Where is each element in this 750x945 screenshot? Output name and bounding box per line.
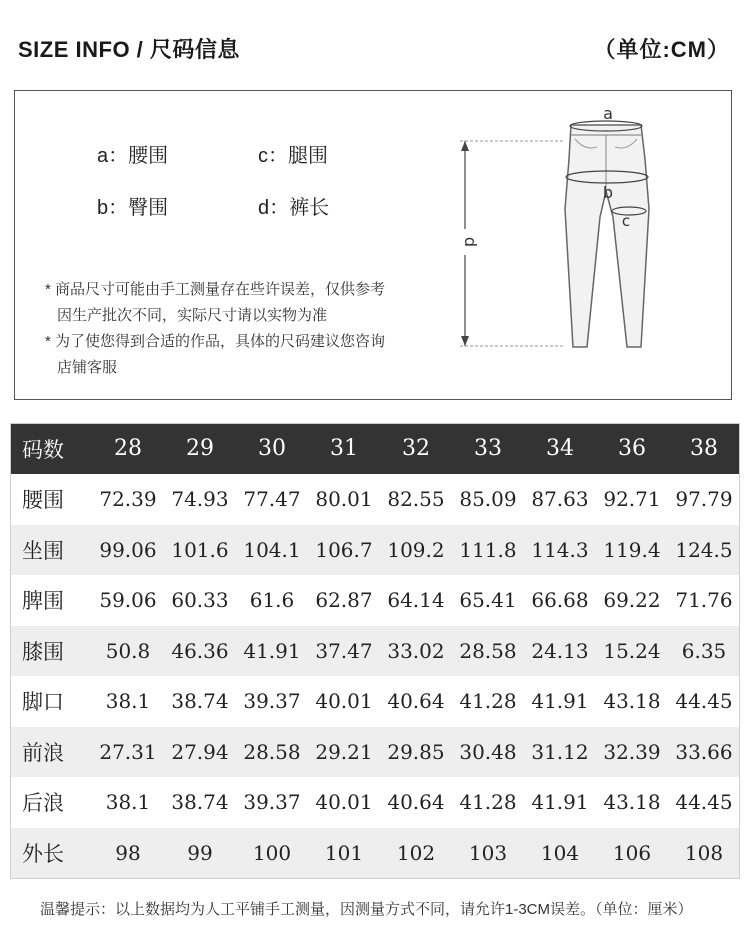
size-header: 29 (164, 423, 236, 474)
table-cell: 33.66 (675, 739, 733, 764)
footer-note: 温馨提示：以上数据均为人工平铺手工测量，因测量方式不同，请允许1-3CM误差。（单位：厘米） (40, 901, 693, 918)
table-cell: 41.91 (531, 790, 589, 815)
row-label: 腰围 (22, 488, 64, 513)
table-cell: 99.06 (99, 537, 157, 562)
table-cell: 38.1 (105, 689, 151, 714)
table-cell: 40.01 (315, 689, 373, 714)
legend-code: a (97, 145, 109, 167)
legend-code: c (258, 145, 268, 167)
table-cell: 77.47 (243, 487, 301, 512)
table-cell: 69.22 (603, 588, 661, 613)
table-cell: 28.58 (459, 638, 517, 663)
table-cell: 85.09 (459, 487, 517, 512)
table-header-row (10, 423, 740, 474)
legend-code: d (258, 197, 270, 219)
table-cell: 82.55 (387, 487, 445, 512)
table-cell: 71.76 (675, 588, 733, 613)
table-row (10, 727, 740, 778)
row-label: 脚口 (22, 690, 64, 715)
note-line: 店铺客服 (57, 359, 118, 376)
table-cell: 38.1 (105, 790, 151, 815)
table-row (10, 676, 740, 727)
pants-measurement-diagram (445, 99, 685, 394)
table-cell: 74.93 (171, 487, 229, 512)
measurement-notes (45, 277, 445, 381)
table-row (10, 575, 740, 626)
table-cell: 41.91 (531, 689, 589, 714)
measurement-info-box (14, 90, 732, 400)
note-line: 因生产批次不同，实际尺寸请以实物为准 (57, 307, 328, 324)
table-cell: 65.41 (459, 588, 517, 613)
table-cell: 80.01 (315, 487, 373, 512)
table-cell: 41.28 (459, 790, 517, 815)
table-cell: 40.64 (387, 790, 445, 815)
table-cell: 38.74 (171, 689, 229, 714)
size-header: 34 (524, 423, 596, 474)
table-cell: 41.28 (459, 689, 517, 714)
label-b: b (602, 183, 614, 202)
legend-code: b (97, 197, 109, 219)
table-cell: 114.3 (531, 537, 589, 562)
table-cell: 30.48 (459, 739, 517, 764)
size-header: 32 (380, 423, 452, 474)
row-label: 脾围 (22, 589, 64, 614)
label-c: c (621, 212, 631, 230)
table-cell: 104 (540, 840, 580, 865)
table-cell: 40.01 (315, 790, 373, 815)
table-cell: 101.6 (171, 537, 229, 562)
table-cell: 66.68 (531, 588, 589, 613)
table-cell: 106 (612, 840, 652, 865)
pants-outline (565, 125, 649, 347)
size-header: 30 (236, 423, 308, 474)
table-row (10, 777, 740, 828)
table-cell: 28.58 (243, 739, 301, 764)
table-cell: 15.24 (603, 638, 661, 663)
table-cell: 92.71 (603, 487, 661, 512)
table-cell: 104.1 (243, 537, 301, 562)
table-cell: 44.45 (675, 790, 733, 815)
table-cell: 62.87 (315, 588, 373, 613)
size-header: 31 (308, 423, 380, 474)
table-cell: 31.12 (531, 739, 589, 764)
legend-label: ：腰围 (108, 145, 169, 167)
table-cell: 40.64 (387, 689, 445, 714)
table-cell: 27.31 (99, 739, 157, 764)
table-cell: 60.33 (171, 588, 229, 613)
table-cell: 27.94 (171, 739, 229, 764)
table-cell: 43.18 (603, 790, 661, 815)
table-cell: 106.7 (315, 537, 373, 562)
table-cell: 24.13 (531, 638, 589, 663)
row-label: 膝围 (22, 639, 64, 664)
table-cell: 108 (684, 840, 724, 865)
table-cell: 97.79 (675, 487, 733, 512)
table-cell: 46.36 (171, 638, 229, 663)
table-row (10, 474, 740, 525)
legend-label: ：腿围 (268, 145, 328, 167)
note-line: * 为了使您得到合适的作品，具体的尺码建议您咨询 (45, 333, 386, 350)
row-label: 后浪 (22, 791, 64, 816)
table-cell: 32.39 (603, 739, 661, 764)
table-cell: 103 (468, 840, 508, 865)
size-header: 28 (92, 423, 164, 474)
length-indicator (455, 141, 565, 346)
table-row (10, 525, 740, 576)
table-cell: 101 (324, 840, 364, 865)
label-a: a (603, 104, 613, 123)
size-table (10, 423, 740, 878)
table-cell: 37.47 (315, 638, 373, 663)
table-cell: 29.85 (387, 739, 445, 764)
table-cell: 39.37 (243, 689, 301, 714)
table-cell: 41.91 (243, 638, 301, 663)
row-label: 坐围 (22, 538, 64, 563)
table-cell: 111.8 (459, 537, 517, 562)
table-row (10, 626, 740, 677)
table-cell: 50.8 (105, 638, 151, 663)
legend-label: ：裤长 (269, 197, 330, 219)
legend-item-b (97, 191, 168, 220)
table-cell: 109.2 (387, 537, 445, 562)
table-cell: 72.39 (99, 487, 157, 512)
table-cell: 38.74 (171, 790, 229, 815)
table-cell: 99 (187, 840, 213, 865)
table-cell: 44.45 (675, 689, 733, 714)
table-cell: 59.06 (99, 588, 157, 613)
table-cell: 39.37 (243, 790, 301, 815)
label-d: d (461, 236, 480, 248)
table-cell: 61.6 (249, 588, 295, 613)
size-header: 36 (596, 423, 668, 474)
note-line: * 商品尺寸可能由手工测量存在些许误差，仅供参考 (45, 281, 386, 298)
table-cell: 119.4 (603, 537, 661, 562)
table-cell: 6.35 (681, 638, 727, 663)
legend-label: ：臀围 (108, 197, 169, 219)
row-label: 外长 (22, 841, 64, 866)
row-label: 前浪 (22, 740, 64, 765)
table-cell: 64.14 (387, 588, 445, 613)
legend-item-d (258, 191, 329, 220)
table-cell: 100 (252, 840, 292, 865)
header-label: 码数 (10, 423, 92, 474)
table-row (10, 828, 740, 879)
unit-label: （单位:CM） (593, 37, 730, 62)
page-title: SIZE INFO / 尺码信息 (18, 37, 240, 62)
table-cell: 98 (115, 840, 141, 865)
legend-item-c (258, 139, 328, 168)
legend-item-a (97, 139, 168, 168)
page-header (18, 33, 732, 63)
size-header: 33 (452, 423, 524, 474)
size-header: 38 (668, 423, 740, 474)
table-cell: 124.5 (675, 537, 733, 562)
table-cell: 43.18 (603, 689, 661, 714)
table-cell: 29.21 (315, 739, 373, 764)
table-cell: 87.63 (531, 487, 589, 512)
table-cell: 33.02 (387, 638, 445, 663)
table-cell: 102 (396, 840, 436, 865)
